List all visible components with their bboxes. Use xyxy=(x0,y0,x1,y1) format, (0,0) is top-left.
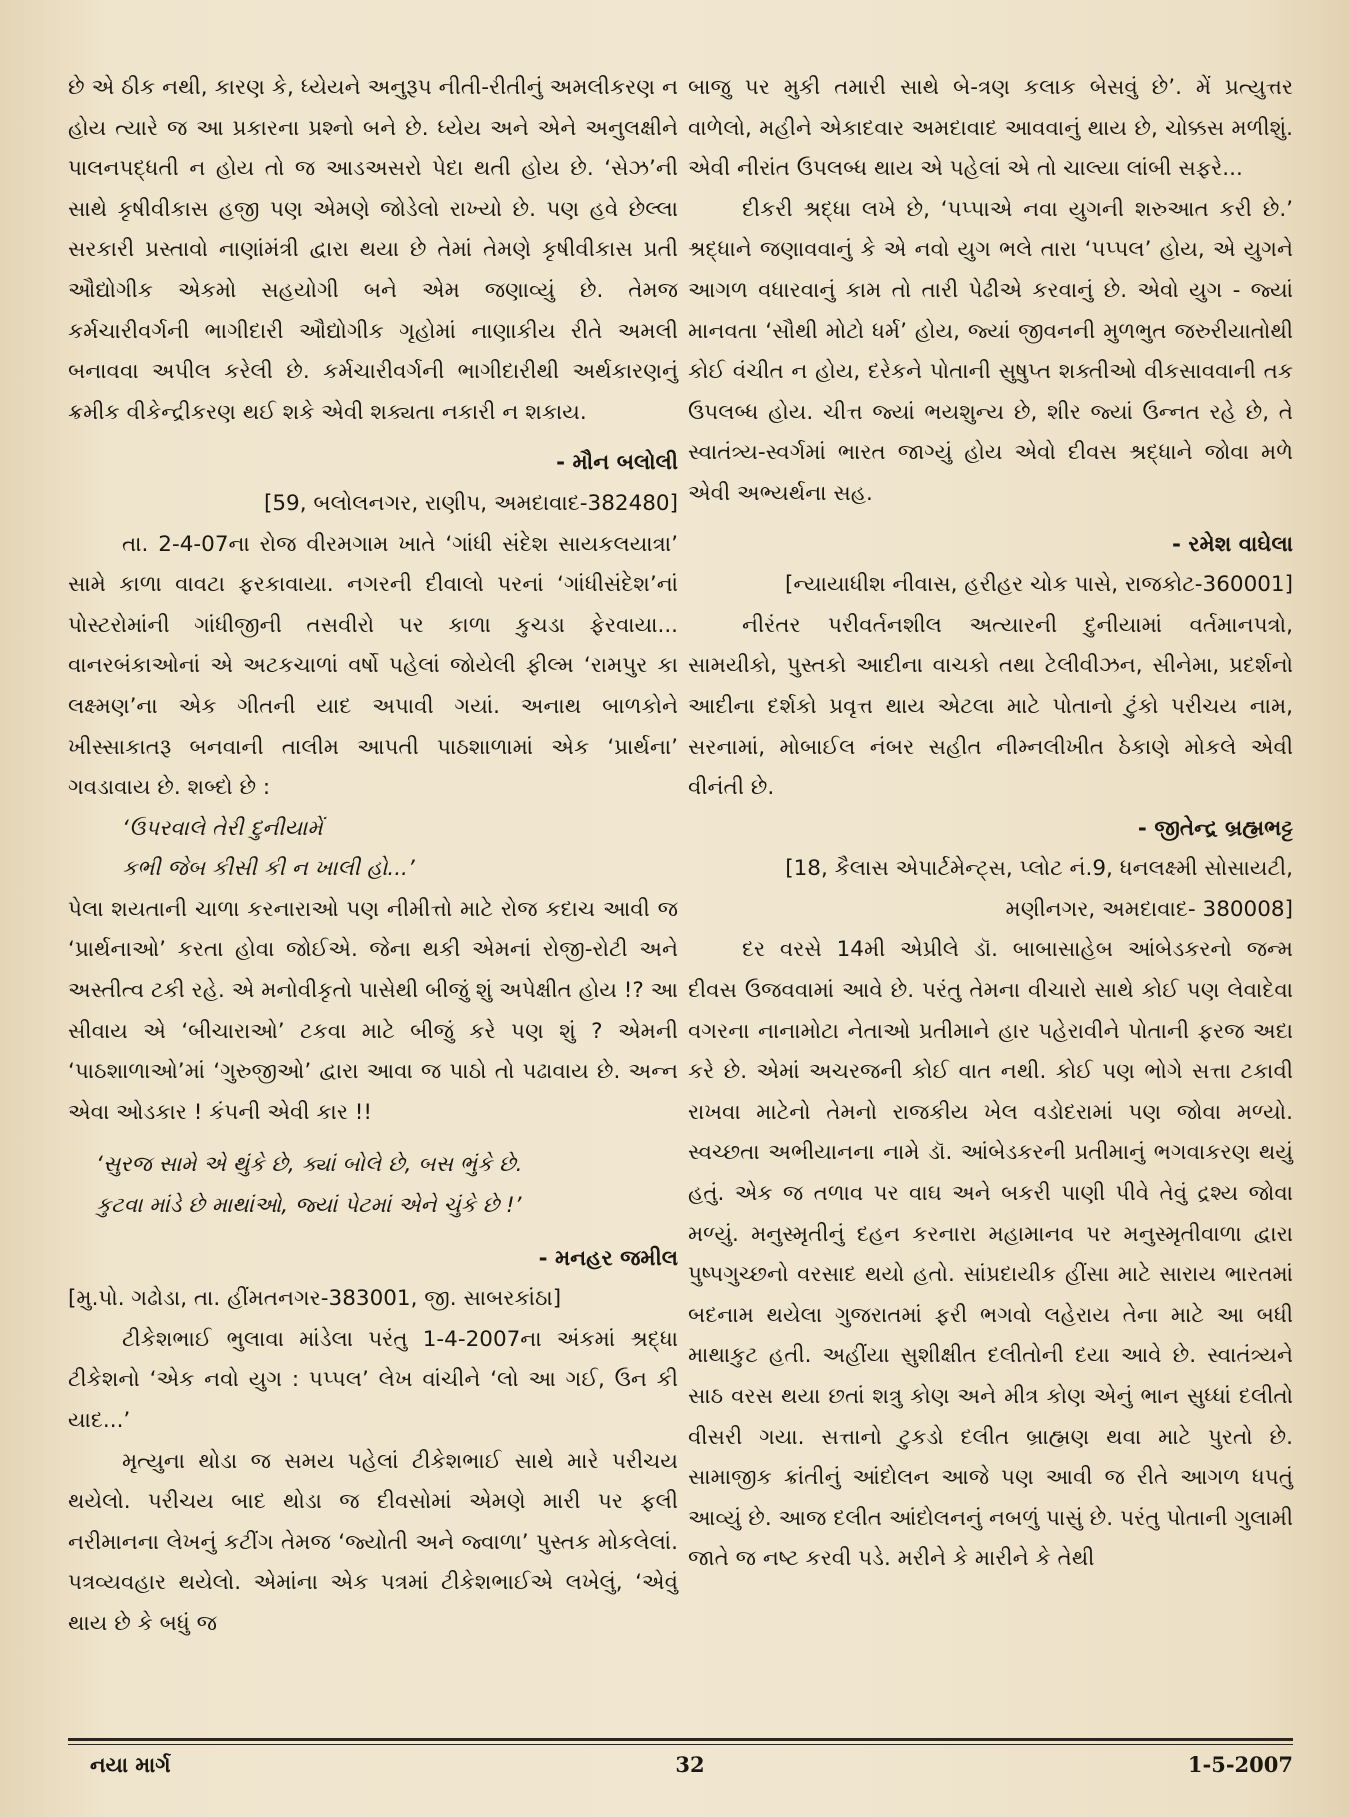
left-poem-2-line-1: ‘સુરજ સામે એ થુંકે છે, ક્યાં બોલે છે, બસ ભુંકે છે. xyxy=(96,1152,523,1178)
left-column xyxy=(68,68,678,1645)
footer-rule-thick xyxy=(68,1738,1293,1741)
right-paragraph-3: નીરંતર પરીવર્તનશીલ અત્યારની દુનીયામાં વર્તમાનપત્રો, સામયીકો, પુસ્તકો આદીના વાચકો તથા ટેલીવીઝન, સીનેમા, પ્રદર્શનો આદીના દર્શકો પ્રવૃત્ત થાય એટલા માટે પોતાનો ટુંકો પરીચય નામ, સરનામાં, મોબાઈલ નંબર સહીત નીમ્નલીખીત ઠેકાણે મોકલે એવી વીનંતી છે. xyxy=(688,612,1293,801)
left-address-1: [59, બલોલનગર, રાણીપ, અમદાવાદ-382480] xyxy=(263,490,678,516)
right-address-1: [ન્યાયાધીશ નીવાસ, હરીહર ચોક પાસે, રાજકોટ-360001] xyxy=(785,572,1293,598)
footer-rule-thin xyxy=(68,1744,1293,1745)
left-paragraph-4: ટીકેશભાઈ ભુલાવા માંડેલા પરંતુ 1-4-2007ના અંકમાં શ્રદ્ધા ટીકેશનો ‘એક નવો યુગ : પપ્પલ’ લેખ વાંચીને ‘લો આ ગઈ, ઉન કી યાદ...’ xyxy=(68,1326,678,1433)
footer-date: 1-5-2007 xyxy=(1187,1752,1293,1777)
right-signature-1: - રમેશ વાઘેલા xyxy=(1172,531,1293,557)
right-column xyxy=(688,68,1293,1580)
left-poem-1-line-1: ‘ઉપરવાલે તેરી દુનીયામેં xyxy=(122,815,323,841)
right-signature-2: - જીતેન્દ્ર બ્રહ્મભટ્ટ xyxy=(1137,815,1293,841)
left-signature-2: - મનહર જમીલ xyxy=(538,1245,678,1271)
left-paragraph-1: છે એ ઠીક નથી, કારણ કે, ધ્યેયને અનુરૂપ નીતી-રીતીનું અમલીકરણ ન હોય ત્યારે જ આ પ્રકારના પ્રશ્નો બને છે. ધ્યેય અને એને અનુલક્ષીને પાલનપદ્ધતી ન હોય તો જ આડઅસરો પેદા થતી હોય છે. ‘સેઝ’ની સાથે કૃષીવીકાસ હજી પણ એમણે જોડેલો રાખ્યો છે. પણ હવે છેલ્લા સરકારી પ્રસ્તાવો નાણાંમંત્રી દ્વારા થયા છે તેમાં તેમણે કૃષીવીકાસ પ્રતી ઔદ્યોગીક એકમો સહયોગી બને એમ જણાવ્યું છે. તેમજ કર્મચારીવર્ગની ભાગીદારી ઔદ્યોગીક ગૃહોમાં નાણાકીય રીતે અમલી બનાવવા અપીલ કરેલી છે. કર્મચારીવર્ગની ભાગીદારીથી અર્થકારણનું ક્રમીક વીકેન્દ્રીકરણ થઈ શકે એવી શક્યતા નકારી ન શકાય. xyxy=(68,75,678,425)
right-paragraph-2: દીકરી શ્રદ્ધા લખે છે, ‘પપ્પાએ નવા યુગની શરુઆત કરી છે.’ શ્રદ્ધાને જણાવવાનું કે એ નવો યુગ ભલે તારા ‘પપ્પલ’ હોય, એ યુગને આગળ વધારવાનું કામ તો તારી પેઢીએ કરવાનું છે. એવો યુગ - જ્યાં માનવતા ‘સૌથી મોટો ધર્મ’ હોય, જ્યાં જીવનની મુળભુત જરુરીયાતોથી કોઈ વંચીત ન હોય, દરેકને પોતાની સુષુપ્ત શક્તીઓ વીકસાવવાની તક ઉપલબ્ધ હોય. ચીત્ત જ્યાં ભયશુન્ય છે, શીર જ્યાં ઉન્નત રહે છે, તે સ્વાતંત્ર્ય-સ્વર્ગમાં ભારત જાગ્યું હોય એવો દીવસ શ્રદ્ધાને જોવા મળે એવી અભ્યર્થના સહ. xyxy=(688,196,1293,506)
left-paragraph-3: પેલા શયતાની ચાળા કરનારાઓ પણ નીમીત્તો માટે રોજ કદાચ આવી જ ‘પ્રાર્થનાઓ’ કરતા હોવા જોઈએ. જેના થકી એમનાં રોજી-રોટી અને અસ્તીત્વ ટકી રહે. એ મનોવીકૃતો પાસેથી બીજું શું અપેક્ષીત હોય !? આ સીવાય એ ‘બીચારાઓ’ ટકવા માટે બીજું કરે પણ શું ? એમની ‘પાઠશાળાઓ’માં ‘ગુરુજીઓ’ દ્વારા આવા જ પાઠો તો પઢાવાય છે. અન્ન એવા ઓડકાર ! કંપની એવી કાર !! xyxy=(68,896,678,1125)
left-address-2: [મુ.પો. ગઢોડા, તા. હીંમતનગર-383001, જી. સાબરકાંઠા] xyxy=(68,1286,562,1312)
right-paragraph-4: દર વરસે 14મી એપ્રીલે ડૉ. બાબાસાહેબ આંબેડકરનો જન્મ દીવસ ઉજવવામાં આવે છે. પરંતુ તેમના વીચારો સાથે કોઈ પણ લેવાદેવા વગરના નાનામોટા નેતાઓ પ્રતીમાને હાર પહેરાવીને પોતાની ફરજ અદા કરે છે. એમાં અચરજની કોઈ વાત નથી. કોઈ પણ ભોગે સત્તા ટકાવી રાખવા માટેનો તેમનો રાજકીય ખેલ વડોદરામાં પણ જોવા મળ્યો. સ્વચ્છતા અભીયાનના નામે ડૉ. આંબેડકરની પ્રતીમાનું ભગવાકરણ થયું હતું. એક જ તળાવ પર વાઘ અને બકરી પાણી પીવે તેવું દ્રશ્ય જોવા મળ્યું. મનુસ્મૃતીનું દહન કરનારા મહામાનવ પર મનુસ્મૃતીવાળા દ્વારા પુષ્પગુચ્છનો વરસાદ થયો હતો. સાંપ્રદાયીક હીંસા માટે સારાય ભારતમાં બદનામ થયેલા ગુજરાતમાં ફરી ભગવો લહેરાય તેના માટે આ બધી માથાકુટ હતી. અહીંયા સુશીક્ષીત દલીતોની દયા આવે છે. સ્વાતંત્ર્યને સાઠ વરસ થયા છતાં શત્રુ કોણ અને મીત્ર કોણ એનું ભાન સુધ્ધાં દલીતો વીસરી ગયા. સત્તાનો ટુકડો દલીત બ્રાહ્મણ થવા માટે પુરતો છે. સામાજીક ક્રાંતીનું આંદોલન આજે પણ આવી જ રીતે આગળ ધપતું આવ્યું છે. આજ દલીત આંદોલનનું નબળું પાસું છે. પરંતુ પોતાની ગુલામી જાતે જ નષ્ટ કરવી પડે. મરીને કે મારીને કે તેથી xyxy=(688,937,1293,1572)
right-paragraph-1: બાજુ પર મુકી તમારી સાથે બે-ત્રણ કલાક બેસવું છે’. મેં પ્રત્યુત્તર વાળેલો, મહીને એકાદવાર અમદાવાદ આવવાનું થાય છે, ચોક્કસ મળીશું. એવી નીરાંત ઉપલબ્ધ થાય એ પહેલાં એ તો ચાલ્યા લાંબી સફરે... xyxy=(688,75,1293,182)
right-address-2-line-1: [18, કૈલાસ એપાર્ટમેન્ટ્સ, પ્લોટ નં.9, ધનલક્ષ્મી સોસાયટી, xyxy=(785,856,1293,882)
left-paragraph-5: મૃત્યુના થોડા જ સમય પહેલાં ટીકેશભાઈ સાથે મારે પરીચય થયેલો. પરીચય બાદ થોડા જ દીવસોમાં એમણે મારી પર ફલી નરીમાનના લેખનું કટીંગ તેમજ ‘જ્યોતી અને જ્વાળા’ પુસ્તક મોકલેલાં. પત્રવ્યવહાર થયેલો. એમાંના એક પત્રમાં ટીકેશભાઈએ લખેલું, ‘એવું થાય છે કે બધું જ xyxy=(68,1448,678,1636)
left-paragraph-2: તા. 2-4-07ના રોજ વીરમગામ ખાતે ‘ગાંધી સંદેશ સાયકલયાત્રા’ સામે કાળા વાવટા ફરકાવાયા. નગરની દીવાલો પરનાં ‘ગાંધીસંદેશ’નાં પોસ્ટરોમાંની ગાંધીજીની તસવીરો પર કાળા કુચડા ફેરવાયા... વાનરબંકાઓનાં એ અટકચાળાં વર્ષો પહેલાં જોયેલી ફીલ્મ ‘રામપુર કા લક્ષ્મણ’ના એક ગીતની યાદ અપાવી ગયાં. અનાથ બાળકોને ખીસ્સાકાતરૂ બનવાની તાલીમ આપતી પાઠશાળામાં એક ‘પ્રાર્થના’ ગવડાવાય છે. શબ્દો છે : xyxy=(68,531,678,801)
footer-magazine-name: નયા માર્ગ xyxy=(90,1752,171,1777)
left-poem-2-line-2: કુટવા માંડે છે માથાંઓ, જ્યાં પેટમાં એને ચુંકે છે !’ xyxy=(96,1193,522,1219)
right-address-2-line-2: મણીનગર, અમદાવાદ- 380008] xyxy=(1005,896,1293,922)
left-poem-1-line-2: કભી જેબ કીસી કી ન ખાલી હો...’ xyxy=(122,856,415,882)
left-signature-1: - મૌન બલોલી xyxy=(556,450,678,476)
footer-page-number: 32 xyxy=(675,1752,705,1777)
